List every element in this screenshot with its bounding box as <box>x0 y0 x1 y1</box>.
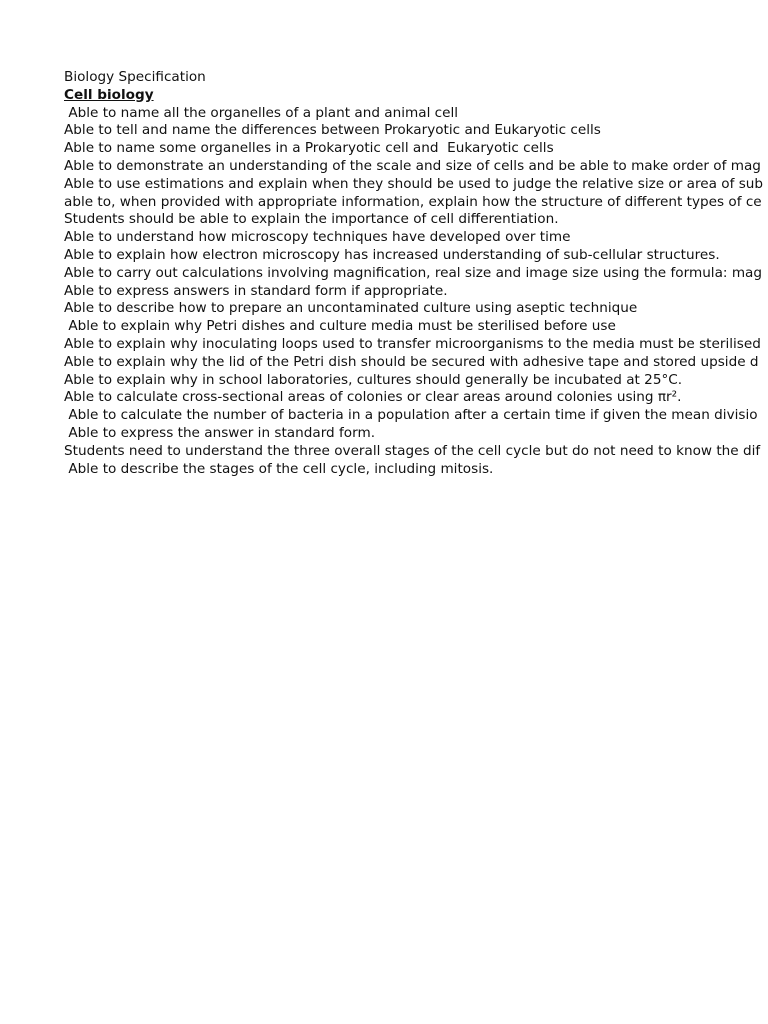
document-page <box>64 69 768 478</box>
spec-line: Able to calculate cross-sectional areas of colonies or clear areas around colonies using πr². <box>64 389 682 406</box>
specification-list <box>64 105 768 479</box>
spec-line: Able to name all the organelles of a plant and animal cell <box>64 104 459 121</box>
section-heading: Cell biology <box>64 86 154 103</box>
spec-line: Able to carry out calculations involving magnification, real size and image size using the formula: mag <box>64 264 763 281</box>
spec-line: able to, when provided with appropriate information, explain how the structure of different types of ce <box>64 193 762 210</box>
spec-line: Able to explain why inoculating loops used to transfer microorganisms to the media must be sterilised <box>64 335 761 352</box>
spec-line: Students should be able to explain the importance of cell differentiation. <box>64 211 559 228</box>
spec-line: Able to explain why Petri dishes and culture media must be sterilised before use <box>64 318 616 335</box>
spec-line: Able to explain why in school laboratories, cultures should generally be incubated at 25°C. <box>64 371 683 388</box>
spec-line: Able to understand how microscopy techniques have developed over time <box>64 229 571 246</box>
spec-line: Able to describe how to prepare an uncontaminated culture using aseptic technique <box>64 300 638 317</box>
spec-line: Able to demonstrate an understanding of the scale and size of cells and be able to make order of mag <box>64 157 761 174</box>
spec-line: Students need to understand the three overall stages of the cell cycle but do not need to know the dif <box>64 442 761 459</box>
spec-line: Able to express answers in standard form if appropriate. <box>64 282 448 299</box>
spec-line: Able to tell and name the differences between Prokaryotic and Eukaryotic cells <box>64 122 601 139</box>
spec-line: Able to explain why the lid of the Petri dish should be secured with adhesive tape and stored upside d <box>64 353 759 370</box>
spec-line: Able to explain how electron microscopy has increased understanding of sub-cellular structures. <box>64 246 720 263</box>
spec-line: Able to calculate the number of bacteria in a population after a certain time if given the mean divisio <box>64 407 758 424</box>
spec-line: Able to describe the stages of the cell cycle, including mitosis. <box>64 460 494 477</box>
spec-line: Able to name some organelles in a Prokaryotic cell and Eukaryotic cells <box>64 140 554 157</box>
spec-line: Able to use estimations and explain when they should be used to judge the relative size or area of sub <box>64 175 764 192</box>
spec-line: Able to express the answer in standard form. <box>64 424 376 441</box>
document-title: Biology Specification <box>64 69 206 85</box>
